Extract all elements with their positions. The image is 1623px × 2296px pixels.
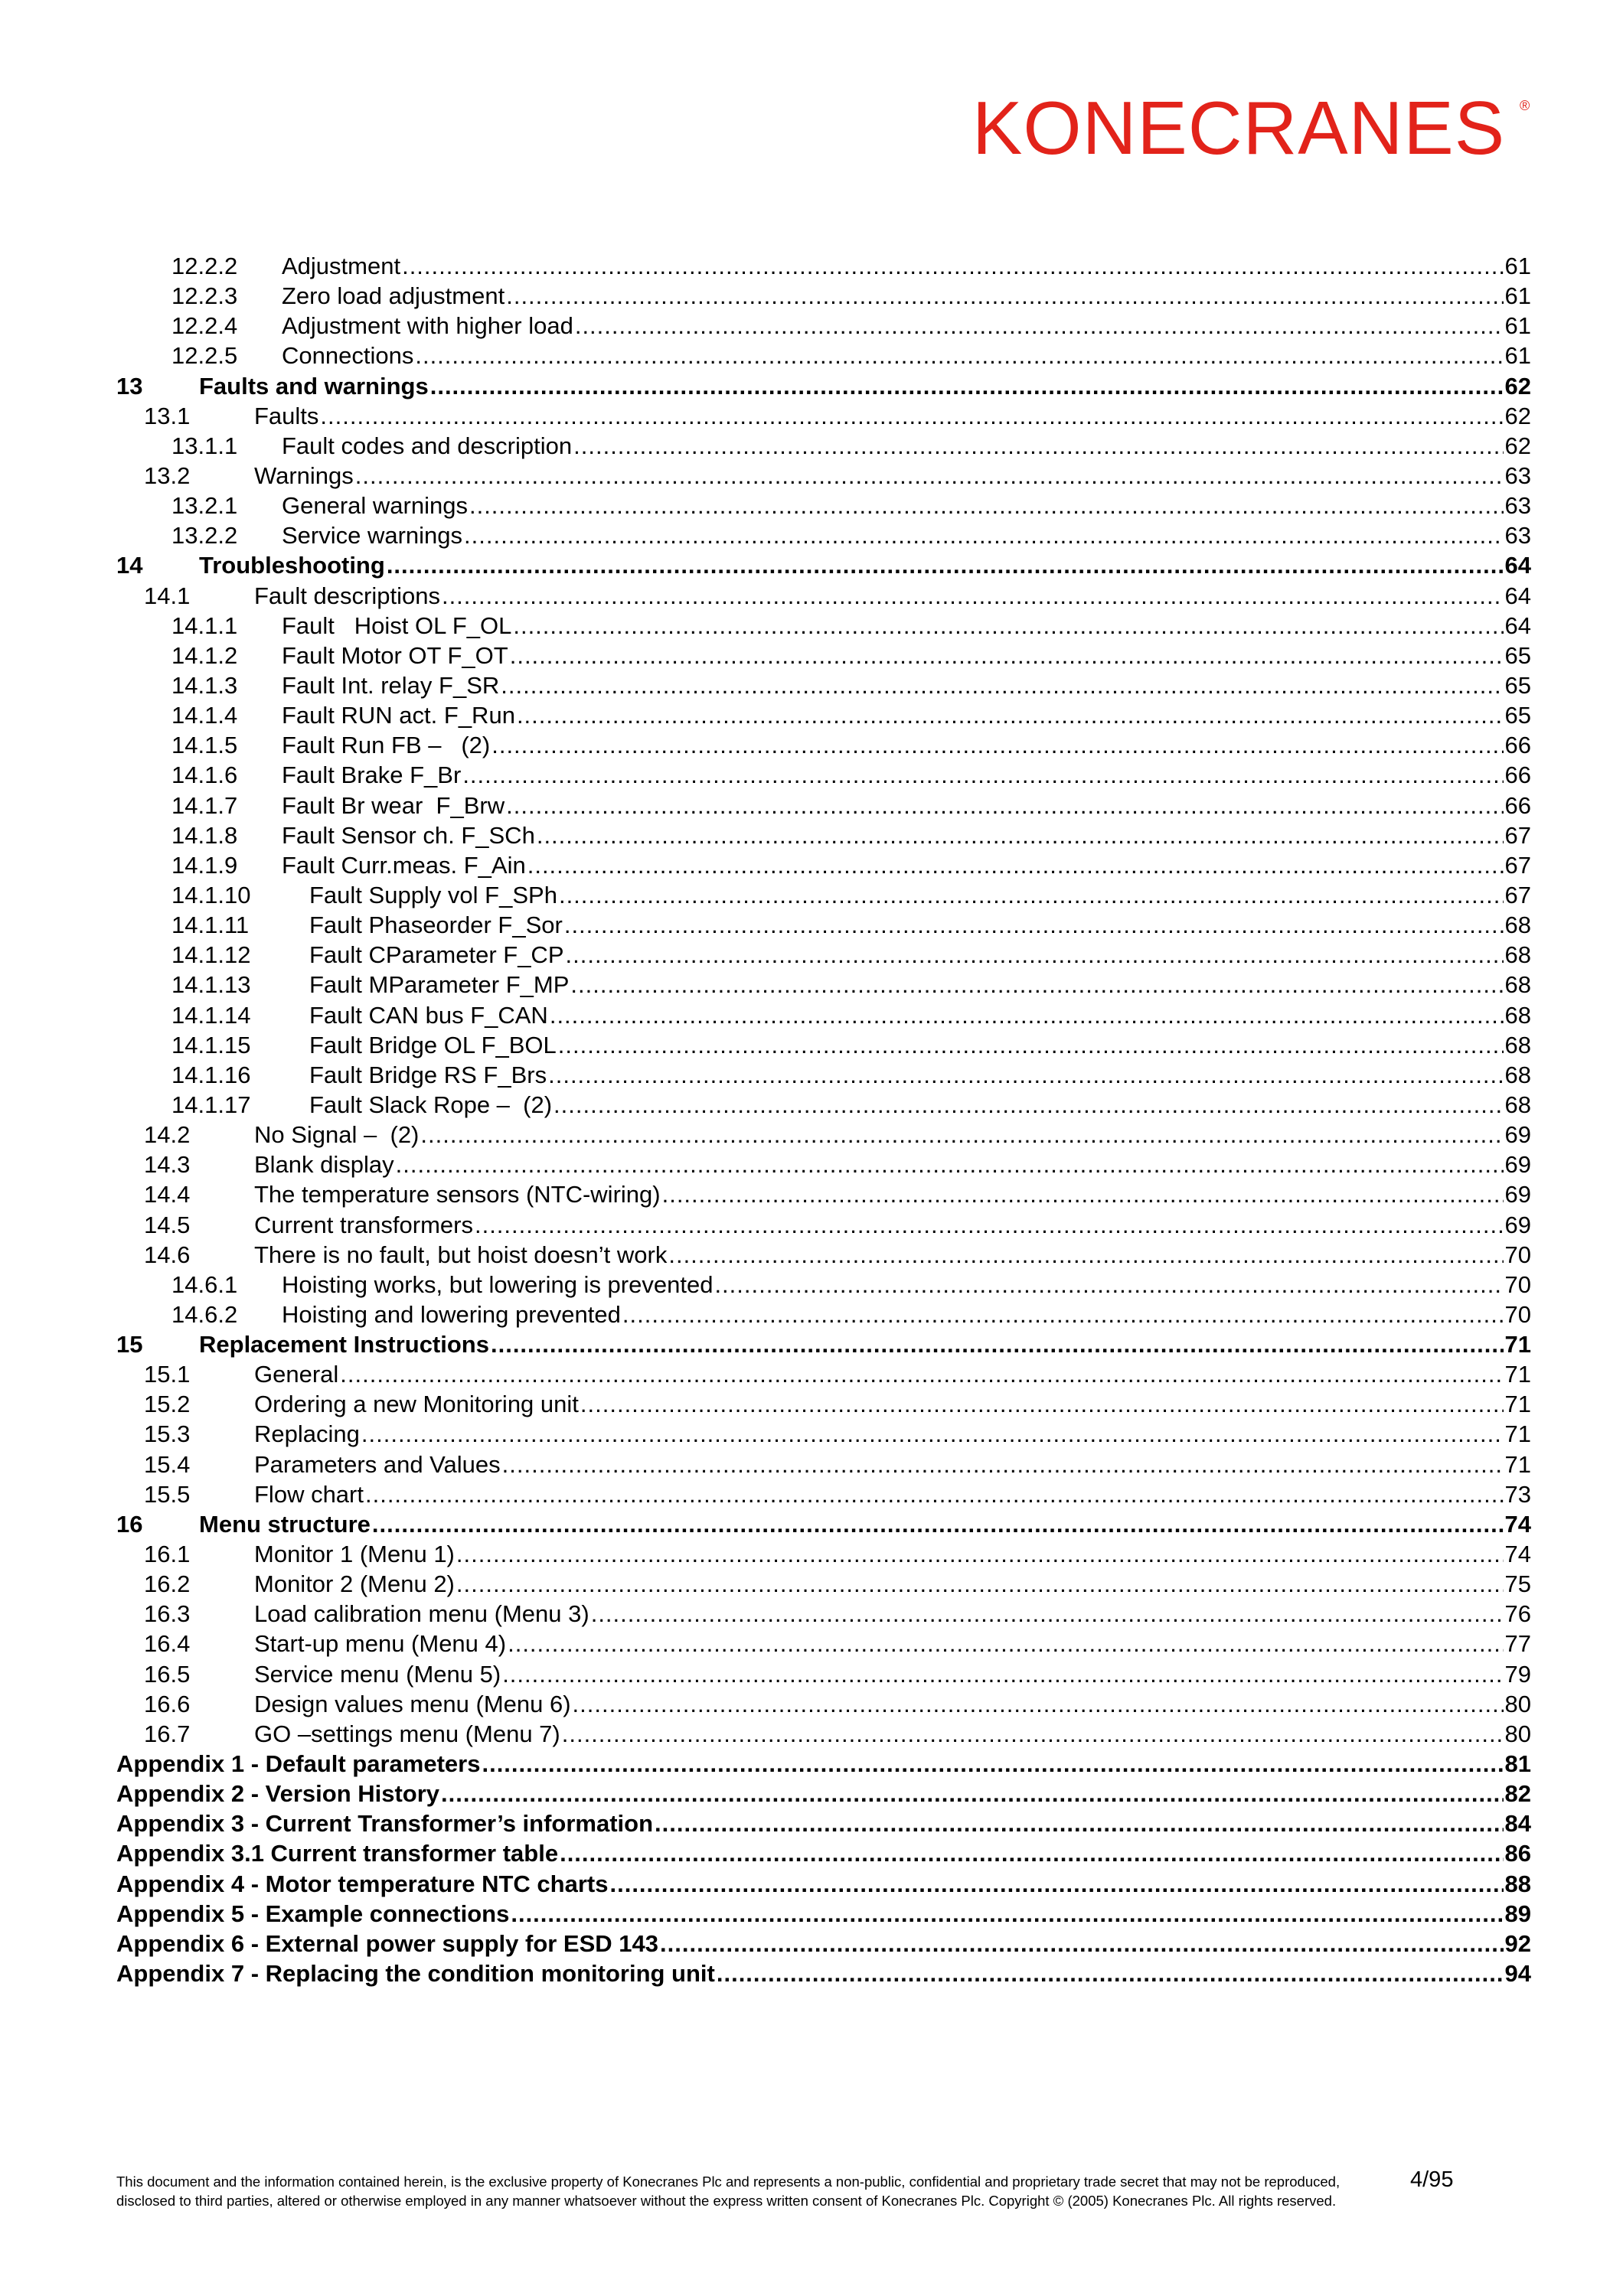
toc-entry-page: 66: [1504, 791, 1531, 819]
toc-entry-number: 14.1.10: [171, 881, 251, 908]
toc-entry-number: 12.2.3: [171, 282, 238, 310]
toc-entry-number: 14.1.1: [171, 612, 238, 639]
toc-entry-number: 14.3: [144, 1151, 191, 1179]
toc-entry-title: Ordering a new Monitoring unit: [254, 1391, 579, 1418]
toc-entry-number: 12.2.5: [171, 342, 238, 370]
dot-leader: [365, 1479, 1504, 1509]
toc-entry[interactable]: [116, 1060, 1531, 1090]
dot-leader: [396, 1150, 1504, 1179]
toc-entry-title: GO –settings menu (Menu 7): [254, 1720, 560, 1747]
toc-entry-title: Fault MParameter F_MP: [309, 971, 570, 999]
toc-entry-title: Troubleshooting: [199, 552, 385, 579]
dot-leader: [564, 910, 1504, 940]
toc-entry-number: 14.1.7: [171, 791, 238, 819]
toc-entry-number: 13: [116, 372, 143, 400]
dot-leader: [506, 791, 1503, 820]
toc-entry[interactable]: [116, 760, 1531, 790]
toc-entry-number: 16.6: [144, 1690, 191, 1717]
dot-leader: [662, 1179, 1504, 1209]
toc-entry-title: Fault Br wear F_Brw: [282, 791, 505, 819]
toc-entry[interactable]: [116, 1629, 1531, 1658]
dot-leader: [517, 700, 1504, 730]
toc-entry-number: 13.2.1: [171, 492, 238, 520]
table-of-contents: [116, 251, 1531, 1988]
toc-entry[interactable]: [116, 1599, 1531, 1629]
toc-entry-page: 62: [1504, 372, 1531, 400]
toc-entry-number: 16: [116, 1510, 143, 1538]
toc-entry-title: Fault Int. relay F_SR: [282, 671, 500, 699]
toc-entry-number: 14.6: [144, 1241, 191, 1268]
toc-entry-page: 74: [1504, 1541, 1531, 1568]
dot-leader: [548, 1060, 1503, 1090]
toc-entry-title: Appendix 4 - Motor temperature NTC charts: [116, 1870, 609, 1897]
dot-leader: [462, 760, 1503, 790]
dot-leader: [387, 550, 1504, 580]
toc-entry[interactable]: [116, 311, 1531, 341]
toc-entry-page: 62: [1504, 432, 1531, 459]
toc-entry[interactable]: [116, 1899, 1531, 1929]
toc-entry[interactable]: [116, 850, 1531, 880]
toc-entry-title: Adjustment with higher load: [282, 312, 573, 340]
dot-leader: [501, 670, 1503, 700]
toc-entry-title: General: [254, 1361, 339, 1388]
toc-entry-title: Current transformers: [254, 1211, 473, 1238]
toc-entry-title: Appendix 3 - Current Transformer’s information: [116, 1810, 654, 1838]
toc-entry[interactable]: [116, 1689, 1531, 1719]
toc-entry[interactable]: [116, 1719, 1531, 1749]
toc-entry-title: Service menu (Menu 5): [254, 1660, 501, 1688]
toc-entry-title: Fault Bridge OL F_BOL: [309, 1031, 557, 1058]
toc-entry[interactable]: [116, 251, 1531, 281]
dot-leader: [415, 341, 1503, 370]
dot-leader: [562, 1719, 1504, 1749]
toc-entry-title: Fault Slack Rope – (2): [309, 1091, 553, 1118]
dot-leader: [580, 1389, 1504, 1419]
page-number: 4/95: [1410, 2167, 1454, 2192]
toc-entry-number: 13.2: [144, 461, 191, 489]
toc-entry-title: Fault CAN bus F_CAN: [309, 1001, 548, 1029]
toc-entry-page: 69: [1504, 1151, 1531, 1179]
footer-notice: This document and the information contained herein, is the exclusive property of Konecranes Plc and represents a non-public, confidential and proprietary trade secret that may not be reproduced, disclosed to third parties, altered or otherwise employed in any manner whatsoever without the express written consent of Konecranes Plc. Copyright © (2005) Konecranes Plc. All rights reserved.: [116, 2174, 1341, 2209]
toc-entry-number: 14.1.9: [171, 851, 238, 879]
toc-entry-title: There is no fault, but hoist doesn’t work: [254, 1241, 668, 1268]
toc-entry-page: 64: [1504, 612, 1531, 639]
dot-leader: [570, 970, 1503, 1000]
toc-entry[interactable]: [116, 970, 1531, 1000]
toc-entry-number: 12.2.2: [171, 253, 238, 279]
dot-leader: [668, 1240, 1503, 1270]
toc-entry-number: 14.1: [144, 582, 191, 609]
toc-entry-page: 63: [1504, 492, 1531, 520]
dot-leader: [464, 520, 1503, 550]
toc-entry-page: 65: [1504, 702, 1531, 729]
toc-entry-page: 69: [1504, 1181, 1531, 1208]
toc-entry-title: Appendix 6 - External power supply for ESD 143: [116, 1929, 659, 1957]
toc-entry-page: 81: [1504, 1750, 1531, 1778]
dot-leader: [442, 581, 1504, 611]
toc-entry-title: General warnings: [282, 492, 468, 520]
toc-entry[interactable]: [116, 670, 1531, 700]
toc-entry-title: Design values menu (Menu 6): [254, 1690, 571, 1717]
dot-leader: [502, 1450, 1504, 1479]
toc-entry-title: Fault descriptions: [254, 582, 440, 609]
toc-entry-number: 14.1.16: [171, 1061, 251, 1088]
toc-entry-page: 89: [1504, 1900, 1531, 1927]
toc-entry-number: 14.1.8: [171, 821, 238, 849]
toc-entry-number: 13.1.1: [171, 432, 238, 459]
toc-entry-title: No Signal – (2): [254, 1121, 420, 1149]
dot-leader: [469, 491, 1504, 520]
toc-entry-number: 14.4: [144, 1181, 191, 1208]
toc-entry-page: 70: [1504, 1300, 1531, 1328]
toc-entry-number: 14.1.4: [171, 702, 238, 729]
toc-entry[interactable]: [116, 791, 1531, 820]
toc-entry-page: 64: [1504, 582, 1531, 609]
dot-leader: [361, 1419, 1504, 1449]
toc-entry-title: The temperature sensors (NTC-wiring): [254, 1181, 661, 1208]
dot-leader: [482, 1749, 1503, 1779]
toc-entry-page: 67: [1504, 851, 1531, 879]
toc-entry[interactable]: [116, 1120, 1531, 1150]
toc-entry[interactable]: [116, 281, 1531, 311]
toc-entry-page: 61: [1504, 253, 1531, 279]
toc-entry-number: 15.5: [144, 1480, 191, 1508]
toc-entry-page: 61: [1504, 342, 1531, 370]
toc-entry-number: 14.1.17: [171, 1091, 251, 1118]
toc-entry[interactable]: [116, 1869, 1531, 1899]
toc-entry-title: Appendix 1 - Default parameters: [116, 1750, 481, 1778]
toc-entry-title: Appendix 5 - Example connections: [116, 1900, 510, 1927]
toc-entry[interactable]: [116, 1569, 1531, 1599]
toc-entry[interactable]: [116, 1329, 1531, 1359]
toc-entry-title: Load calibration menu (Menu 3): [254, 1600, 589, 1628]
toc-entry-page: 94: [1504, 1960, 1531, 1988]
dot-leader: [550, 1000, 1504, 1030]
toc-entry[interactable]: [116, 1419, 1531, 1449]
toc-entry-page: 75: [1504, 1570, 1531, 1598]
toc-entry[interactable]: [116, 1030, 1531, 1060]
toc-entry-title: Menu structure: [199, 1510, 371, 1538]
dot-leader: [491, 1329, 1504, 1359]
dot-leader: [560, 1838, 1503, 1868]
toc-entry-title: Replacement Instructions: [199, 1331, 489, 1358]
toc-entry-page: 68: [1504, 941, 1531, 969]
toc-entry-title: Start-up menu (Menu 4): [254, 1630, 507, 1658]
dot-leader: [573, 1689, 1504, 1719]
toc-entry-title: Fault RUN act. F_Run: [282, 702, 515, 729]
toc-entry-title: Replacing: [254, 1420, 360, 1448]
dot-leader: [660, 1929, 1504, 1958]
dot-leader: [355, 461, 1504, 491]
toc-entry-page: 84: [1504, 1810, 1531, 1838]
toc-entry-page: 71: [1504, 1331, 1531, 1358]
dot-leader: [506, 281, 1503, 311]
toc-entry-title: Fault Phaseorder F_Sor: [309, 912, 563, 939]
toc-entry[interactable]: [116, 1450, 1531, 1479]
toc-entry-page: 65: [1504, 671, 1531, 699]
dot-leader: [714, 1270, 1503, 1300]
toc-entry-number: 15: [116, 1331, 143, 1358]
toc-entry[interactable]: [116, 700, 1531, 730]
toc-entry-number: 16.4: [144, 1630, 191, 1658]
toc-entry-title: Fault Curr.meas. F_Ain: [282, 851, 526, 879]
toc-entry-number: 13.2.2: [171, 522, 238, 550]
toc-entry[interactable]: [116, 1150, 1531, 1179]
toc-entry-number: 15.4: [144, 1450, 191, 1478]
toc-entry-title: Blank display: [254, 1151, 394, 1179]
toc-entry[interactable]: [116, 820, 1531, 850]
dot-leader: [513, 611, 1503, 641]
toc-entry-number: 16.2: [144, 1570, 191, 1598]
toc-entry-number: 14.1.5: [171, 732, 238, 759]
toc-entry-page: 68: [1504, 912, 1531, 939]
toc-entry[interactable]: [116, 641, 1531, 670]
toc-entry[interactable]: [116, 1210, 1531, 1240]
dot-leader: [475, 1210, 1504, 1240]
toc-entry[interactable]: [116, 940, 1531, 970]
toc-entry[interactable]: [116, 1000, 1531, 1030]
toc-entry-page: 76: [1504, 1600, 1531, 1628]
toc-entry[interactable]: [116, 730, 1531, 760]
toc-entry[interactable]: [116, 431, 1531, 461]
toc-entry-title: Fault Motor OT F_OT: [282, 641, 508, 669]
toc-entry[interactable]: [116, 1389, 1531, 1419]
toc-entry-page: 61: [1504, 312, 1531, 340]
toc-entry-page: 80: [1504, 1720, 1531, 1747]
dot-leader: [527, 850, 1504, 880]
toc-entry-number: 14.1.11: [171, 912, 250, 939]
toc-entry[interactable]: [116, 520, 1531, 550]
toc-entry-number: 14.1.2: [171, 641, 238, 669]
dot-leader: [558, 1030, 1504, 1060]
toc-entry-page: 69: [1504, 1211, 1531, 1238]
toc-entry-title: Appendix 7 - Replacing the condition monitoring unit: [116, 1960, 715, 1988]
toc-entry-number: 14.6.1: [171, 1270, 238, 1298]
toc-entry-number: 16.3: [144, 1600, 191, 1628]
toc-entry-page: 82: [1504, 1780, 1531, 1808]
toc-entry[interactable]: [116, 550, 1531, 580]
toc-entry[interactable]: [116, 341, 1531, 370]
toc-entry[interactable]: [116, 1749, 1531, 1779]
dot-leader: [537, 820, 1504, 850]
registered-mark: ®: [1520, 98, 1530, 113]
toc-entry-title: Fault CParameter F_CP: [309, 941, 564, 969]
toc-entry-title: Appendix 2 - Version History: [116, 1780, 440, 1808]
toc-entry-title: Fault Run FB – (2): [282, 732, 491, 759]
toc-entry-page: 86: [1504, 1840, 1531, 1867]
toc-entry-page: 67: [1504, 821, 1531, 849]
toc-entry[interactable]: [116, 1090, 1531, 1120]
toc-entry-title: Adjustment: [282, 253, 401, 279]
dot-leader: [430, 371, 1504, 401]
toc-entry-number: 14.1.14: [171, 1001, 251, 1029]
toc-entry-page: 68: [1504, 1061, 1531, 1088]
toc-entry[interactable]: [116, 1958, 1531, 1988]
toc-entry-title: Zero load adjustment: [282, 282, 505, 310]
toc-entry-page: 74: [1504, 1510, 1531, 1538]
toc-entry[interactable]: [116, 581, 1531, 611]
toc-entry-number: 14: [116, 552, 143, 579]
toc-entry-number: 16.7: [144, 1720, 191, 1747]
toc-entry-page: 66: [1504, 762, 1531, 789]
toc-entry[interactable]: [116, 1479, 1531, 1509]
toc-entry-page: 70: [1504, 1270, 1531, 1298]
toc-entry-title: Fault Hoist OL F_OL: [282, 612, 512, 639]
dot-leader: [554, 1090, 1503, 1120]
toc-entry-number: 16.1: [144, 1541, 191, 1568]
toc-entry-page: 63: [1504, 461, 1531, 489]
toc-entry[interactable]: [116, 1359, 1531, 1389]
toc-entry-number: 14.1.12: [171, 941, 251, 969]
dot-leader: [622, 1300, 1504, 1329]
dot-leader: [491, 730, 1503, 760]
toc-entry-number: 14.2: [144, 1121, 191, 1149]
toc-entry[interactable]: [116, 1929, 1531, 1958]
toc-entry-page: 62: [1504, 402, 1531, 429]
toc-entry-title: Hoisting and lowering prevented: [282, 1300, 621, 1328]
toc-entry-title: Faults: [254, 402, 319, 429]
toc-entry-title: Fault Bridge RS F_Brs: [309, 1061, 547, 1088]
dot-leader: [575, 311, 1504, 341]
toc-entry-title: Monitor 1 (Menu 1): [254, 1541, 455, 1568]
dot-leader: [502, 1659, 1503, 1689]
toc-entry[interactable]: [116, 461, 1531, 491]
toc-entry-title: Appendix 3.1 Current transformer table: [116, 1840, 559, 1867]
toc-entry[interactable]: [116, 491, 1531, 520]
toc-entry-number: 14.1.6: [171, 762, 238, 789]
dot-leader: [510, 641, 1504, 670]
dot-leader: [320, 401, 1503, 431]
toc-entry-title: Fault codes and description: [282, 432, 573, 459]
toc-entry-page: 69: [1504, 1121, 1531, 1149]
toc-entry-page: 68: [1504, 1091, 1531, 1118]
toc-entry-page: 68: [1504, 1031, 1531, 1058]
toc-entry-number: 14.5: [144, 1211, 191, 1238]
dot-leader: [372, 1509, 1504, 1539]
dot-leader: [456, 1569, 1504, 1599]
dot-leader: [511, 1899, 1503, 1929]
toc-entry[interactable]: [116, 1659, 1531, 1689]
toc-entry-page: 71: [1504, 1391, 1531, 1418]
toc-entry-title: Fault Sensor ch. F_SCh: [282, 821, 535, 849]
dot-leader: [420, 1120, 1503, 1150]
dot-leader: [441, 1779, 1503, 1808]
dot-leader: [573, 431, 1503, 461]
dot-leader: [717, 1958, 1504, 1988]
toc-entry-page: 79: [1504, 1660, 1531, 1688]
toc-entry-title: Fault Brake F_Br: [282, 762, 462, 789]
dot-leader: [609, 1869, 1503, 1899]
toc-entry-title: Warnings: [254, 461, 354, 489]
toc-entry[interactable]: [116, 880, 1531, 910]
toc-entry-page: 65: [1504, 641, 1531, 669]
toc-entry[interactable]: [116, 910, 1531, 940]
toc-entry-title: Parameters and Values: [254, 1450, 501, 1478]
toc-entry-page: 70: [1504, 1241, 1531, 1268]
toc-entry-number: 15.3: [144, 1420, 191, 1448]
dot-leader: [340, 1359, 1503, 1389]
toc-entry-page: 71: [1504, 1450, 1531, 1478]
toc-entry-number: 14.6.2: [171, 1300, 238, 1328]
toc-entry-page: 71: [1504, 1361, 1531, 1388]
toc-entry-title: Hoisting works, but lowering is prevented: [282, 1270, 714, 1298]
toc-entry-title: Flow chart: [254, 1480, 364, 1508]
toc-entry[interactable]: [116, 1509, 1531, 1539]
toc-entry[interactable]: [116, 1300, 1531, 1329]
toc-entry-page: 88: [1504, 1870, 1531, 1897]
toc-entry[interactable]: [116, 371, 1531, 401]
toc-entry-number: 14.1.3: [171, 671, 238, 699]
toc-entry[interactable]: [116, 1838, 1531, 1868]
toc-entry[interactable]: [116, 1539, 1531, 1569]
toc-entry-page: 61: [1504, 282, 1531, 310]
toc-entry-title: Monitor 2 (Menu 2): [254, 1570, 455, 1598]
toc-entry-page: 66: [1504, 732, 1531, 759]
dot-leader: [402, 251, 1503, 281]
toc-entry-number: 12.2.4: [171, 312, 238, 340]
toc-entry-page: 77: [1504, 1630, 1531, 1658]
toc-entry-page: 68: [1504, 971, 1531, 999]
toc-entry-number: 15.2: [144, 1391, 191, 1418]
toc-entry-page: 80: [1504, 1690, 1531, 1717]
dot-leader: [655, 1808, 1503, 1838]
toc-entry-number: 14.1.13: [171, 971, 251, 999]
toc-entry-page: 92: [1504, 1929, 1531, 1957]
konecranes-logo: KONECRANES: [972, 86, 1506, 170]
toc-entry-number: 16.5: [144, 1660, 191, 1688]
toc-entry-title: Faults and warnings: [199, 372, 429, 400]
toc-entry-page: 73: [1504, 1480, 1531, 1508]
toc-entry-page: 67: [1504, 881, 1531, 908]
toc-entry-number: 15.1: [144, 1361, 191, 1388]
toc-entry-page: 64: [1504, 552, 1531, 579]
dot-leader: [508, 1629, 1503, 1658]
toc-entry-number: 13.1: [144, 402, 191, 429]
toc-entry-number: 14.1.15: [171, 1031, 251, 1058]
toc-entry-page: 68: [1504, 1001, 1531, 1029]
toc-entry[interactable]: [116, 1270, 1531, 1300]
toc-entry[interactable]: [116, 1179, 1531, 1209]
toc-entry[interactable]: [116, 1779, 1531, 1808]
toc-entry-title: Fault Supply vol F_SPh: [309, 881, 557, 908]
toc-entry[interactable]: [116, 401, 1531, 431]
toc-entry-title: Connections: [282, 342, 414, 370]
toc-entry-page: 71: [1504, 1420, 1531, 1448]
dot-leader: [456, 1539, 1504, 1569]
dot-leader: [591, 1599, 1504, 1629]
dot-leader: [559, 880, 1504, 910]
toc-entry[interactable]: [116, 1808, 1531, 1838]
toc-entry-title: Service warnings: [282, 522, 463, 550]
dot-leader: [566, 940, 1504, 970]
toc-entry[interactable]: [116, 1240, 1531, 1270]
toc-entry[interactable]: [116, 611, 1531, 641]
toc-entry-page: 63: [1504, 522, 1531, 550]
